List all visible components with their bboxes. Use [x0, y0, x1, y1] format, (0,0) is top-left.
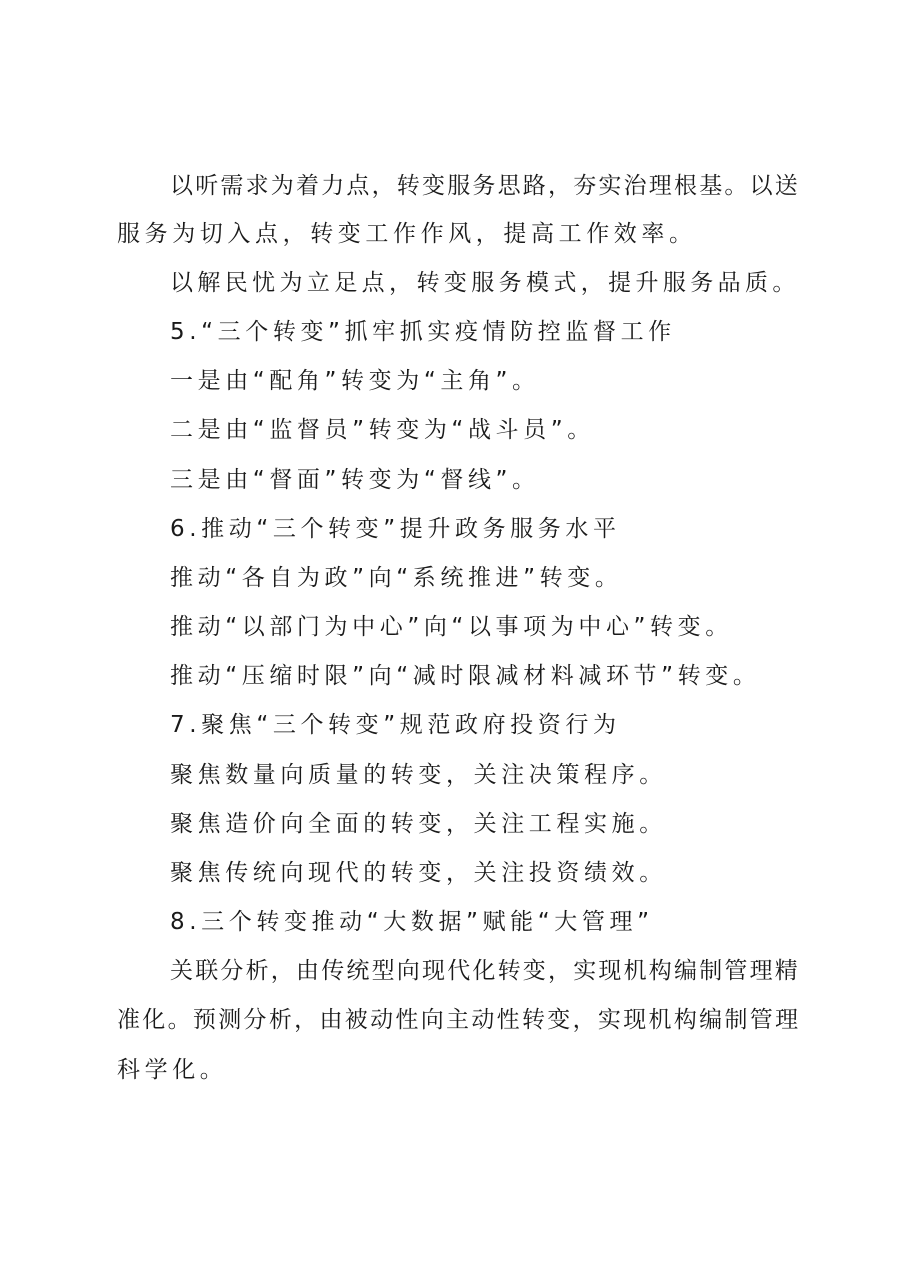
paragraph-line: 三是由“督面”转变为“督线”。 — [170, 467, 540, 493]
paragraph-line: 聚焦传统向现代的转变，关注投资绩效。 — [170, 860, 667, 886]
paragraph-line: 推动“压缩时限”向“减时限减材料减环节”转变。 — [170, 663, 761, 689]
paragraph-line: 关联分析，由传统型向现代化转变，实现机构编制管理精 — [170, 958, 800, 984]
paragraph-line: 科学化。 — [117, 1057, 228, 1083]
section-heading: 7.聚焦“三个转变”规范政府投资行为 — [170, 712, 621, 738]
paragraph-line: 一是由“配角”转变为“主角”。 — [170, 368, 540, 394]
paragraph-line: 以听需求为着力点，转变服务思路，夯实治理根基。以送 — [170, 173, 800, 199]
section-heading: 6.推动“三个转变”提升政务服务水平 — [170, 516, 621, 542]
paragraph-line: 服务为切入点，转变工作作风，提高工作效率。 — [117, 221, 697, 247]
paragraph-line: 推动“各自为政”向“系统推进”转变。 — [170, 565, 623, 591]
paragraph-line: 二是由“监督员”转变为“战斗员”。 — [170, 417, 595, 443]
section-heading: 8.三个转变推动“大数据”赋能“大管理” — [170, 909, 654, 935]
section-heading: 5.“三个转变”抓牢抓实疫情防控监督工作 — [170, 319, 676, 345]
paragraph-line: 聚焦数量向质量的转变，关注决策程序。 — [170, 762, 667, 788]
paragraph-line: 推动“以部门为中心”向“以事项为中心”转变。 — [170, 614, 733, 640]
paragraph-line: 聚焦造价向全面的转变，关注工程实施。 — [170, 811, 667, 837]
paragraph-line: 准化。预测分析，由被动性向主动性转变，实现机构编制管理 — [117, 1007, 801, 1033]
paragraph-line: 以解民忧为立足点，转变服务模式，提升服务品质。 — [170, 270, 800, 296]
